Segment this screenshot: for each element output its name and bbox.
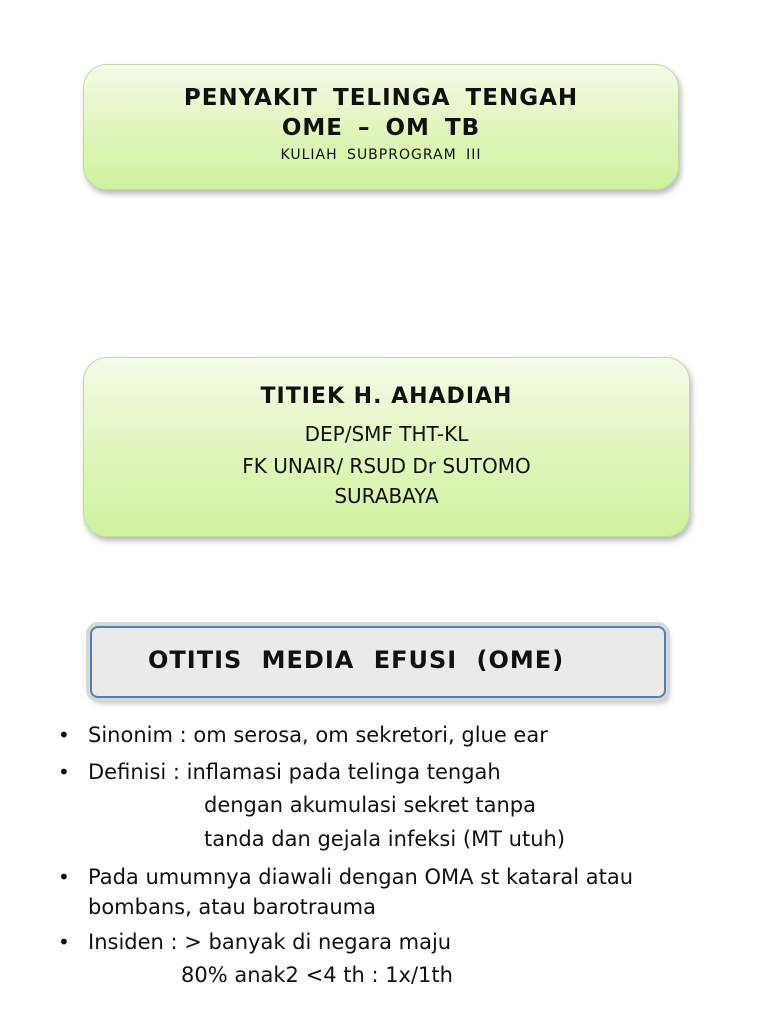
title-box — [83, 64, 679, 190]
course-label: KULIAH SUBPROGRAM III — [280, 147, 482, 163]
bullet-icon: • — [58, 865, 70, 889]
bullet-icon: • — [58, 930, 70, 954]
list-item — [58, 927, 748, 992]
bullet-continuation: bombans, atau barotrauma — [88, 895, 376, 919]
bullet-icon: • — [58, 723, 70, 747]
bullet-text: Definisi : inflamasi pada telinga tengah — [88, 760, 501, 784]
slide-subtitle: OME – OM TB — [281, 115, 481, 141]
author-institution: FK UNAIR/ RSUD Dr SUTOMO — [242, 454, 531, 478]
bullet-text: Pada umumnya diawali dengan OMA st kataral atau — [88, 865, 634, 889]
author-department: DEP/SMF THT-KL — [304, 422, 469, 446]
list-item — [58, 720, 748, 751]
slide-title: PENYAKIT TELINGA TENGAH — [183, 85, 579, 111]
list-item — [58, 862, 748, 921]
bullet-text: Insiden : > banyak di negara maju — [88, 930, 452, 954]
bullet-list — [58, 720, 748, 998]
bullet-continuation: tanda dan gejala infeksi (MT utuh) — [204, 827, 566, 851]
section-heading-box — [90, 626, 666, 698]
section-heading: OTITIS MEDIA EFUSI (OME) — [148, 646, 565, 674]
author-box — [83, 357, 690, 537]
list-item — [58, 757, 748, 856]
bullet-icon: • — [58, 760, 70, 784]
bullet-text: Sinonim : om serosa, om sekretori, glue ear — [88, 723, 548, 747]
bullet-continuation: dengan akumulasi sekret tanpa — [204, 793, 536, 817]
author-city: SURABAYA — [334, 484, 439, 508]
bullet-continuation: 80% anak2 <4 th : 1x/1th — [181, 963, 453, 987]
author-name: TITIEK H. AHADIAH — [260, 384, 513, 409]
